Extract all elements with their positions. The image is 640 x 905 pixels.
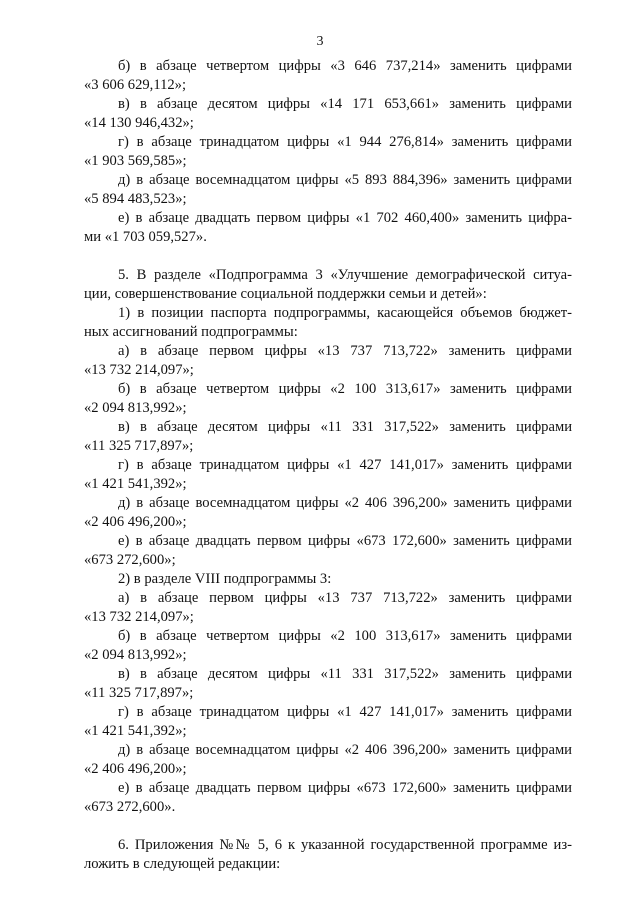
paragraph — [84, 304, 572, 342]
paragraph — [84, 133, 572, 171]
paragraph — [84, 456, 572, 494]
text-line: в) в абзаце десятом цифры «14 171 653,661» заменить цифрами — [118, 96, 572, 112]
text-line: «13 732 214,097»; — [84, 362, 194, 378]
text-line: 5. В разделе «Подпрограмма 3 «Улучшение демографической ситуа- — [118, 267, 572, 283]
paragraph — [84, 380, 572, 418]
paragraph — [84, 418, 572, 456]
text-line: ции, совершенствование социальной поддержки семьи и детей»: — [84, 286, 487, 302]
paragraph — [84, 171, 572, 209]
text-line: ложить в следующей редакции: — [84, 856, 281, 872]
paragraph — [84, 570, 572, 589]
text-line: д) в абзаце восемнадцатом цифры «2 406 396,200» заменить цифрами — [118, 742, 572, 758]
text-line: а) в абзаце первом цифры «13 737 713,722» заменить цифрами — [118, 343, 572, 359]
text-line: г) в абзаце тринадцатом цифры «1 427 141,017» заменить цифрами — [118, 457, 572, 473]
paragraph — [84, 836, 572, 874]
text-line: «673 272,600»; — [84, 552, 176, 568]
paragraph — [84, 627, 572, 665]
text-line: «2 406 496,200»; — [84, 761, 187, 777]
paragraph — [84, 342, 572, 380]
text-line: ми «1 703 059,527». — [84, 229, 207, 245]
text-line: «13 732 214,097»; — [84, 609, 194, 625]
text-line: д) в абзаце восемнадцатом цифры «2 406 396,200» заменить цифрами — [118, 495, 572, 511]
paragraph-gap — [84, 247, 572, 266]
text-line: в) в абзаце десятом цифры «11 331 317,522» заменить цифрами — [118, 419, 572, 435]
paragraph — [84, 532, 572, 570]
text-line: е) в абзаце двадцать первом цифры «673 172,600» заменить цифрами — [118, 533, 572, 549]
text-line: б) в абзаце четвертом цифры «2 100 313,617» заменить цифрами — [118, 381, 572, 397]
paragraph — [84, 741, 572, 779]
paragraph — [84, 57, 572, 95]
text-line: «5 894 483,523»; — [84, 191, 187, 207]
paragraph-gap — [84, 817, 572, 836]
text-line: «11 325 717,897»; — [84, 438, 194, 454]
text-line: е) в абзаце двадцать первом цифры «673 172,600» заменить цифрами — [118, 780, 572, 796]
text-line: «14 130 946,432»; — [84, 115, 194, 131]
text-line: 6. Приложения №№ 5, 6 к указанной государственной программе из- — [118, 837, 572, 853]
text-line: б) в абзаце четвертом цифры «3 646 737,214» заменить цифрами — [118, 58, 572, 74]
paragraph — [84, 665, 572, 703]
page-number: 3 — [316, 34, 324, 49]
text-line: б) в абзаце четвертом цифры «2 100 313,617» заменить цифрами — [118, 628, 572, 644]
text-line: «2 094 813,992»; — [84, 400, 187, 416]
text-line: д) в абзаце восемнадцатом цифры «5 893 884,396» заменить цифрами — [118, 172, 572, 188]
document-body — [84, 57, 572, 874]
paragraph — [84, 209, 572, 247]
text-line: ных ассигнований подпрограммы: — [84, 324, 298, 340]
text-line: «2 406 496,200»; — [84, 514, 187, 530]
paragraph — [84, 779, 572, 817]
paragraph — [84, 703, 572, 741]
paragraph — [84, 266, 572, 304]
text-line: «2 094 813,992»; — [84, 647, 187, 663]
paragraph — [84, 589, 572, 627]
text-line: «673 272,600». — [84, 799, 176, 815]
text-line: а) в абзаце первом цифры «13 737 713,722» заменить цифрами — [118, 590, 572, 606]
text-line: «1 421 541,392»; — [84, 476, 187, 492]
text-line: в) в абзаце десятом цифры «11 331 317,522» заменить цифрами — [118, 666, 572, 682]
paragraph — [84, 95, 572, 133]
paragraph — [84, 494, 572, 532]
text-line: «1 903 569,585»; — [84, 153, 187, 169]
text-line: «1 421 541,392»; — [84, 723, 187, 739]
text-line: 2) в разделе VIII подпрограммы 3: — [118, 571, 332, 587]
text-line: г) в абзаце тринадцатом цифры «1 944 276,814» заменить цифрами — [118, 134, 572, 150]
text-line: е) в абзаце двадцать первом цифры «1 702 460,400» заменить цифра- — [118, 210, 572, 226]
text-line: «3 606 629,112»; — [84, 77, 187, 93]
text-line: «11 325 717,897»; — [84, 685, 194, 701]
text-line: г) в абзаце тринадцатом цифры «1 427 141,017» заменить цифрами — [118, 704, 572, 720]
text-line: 1) в позиции паспорта подпрограммы, касающейся объемов бюджет- — [118, 305, 572, 321]
